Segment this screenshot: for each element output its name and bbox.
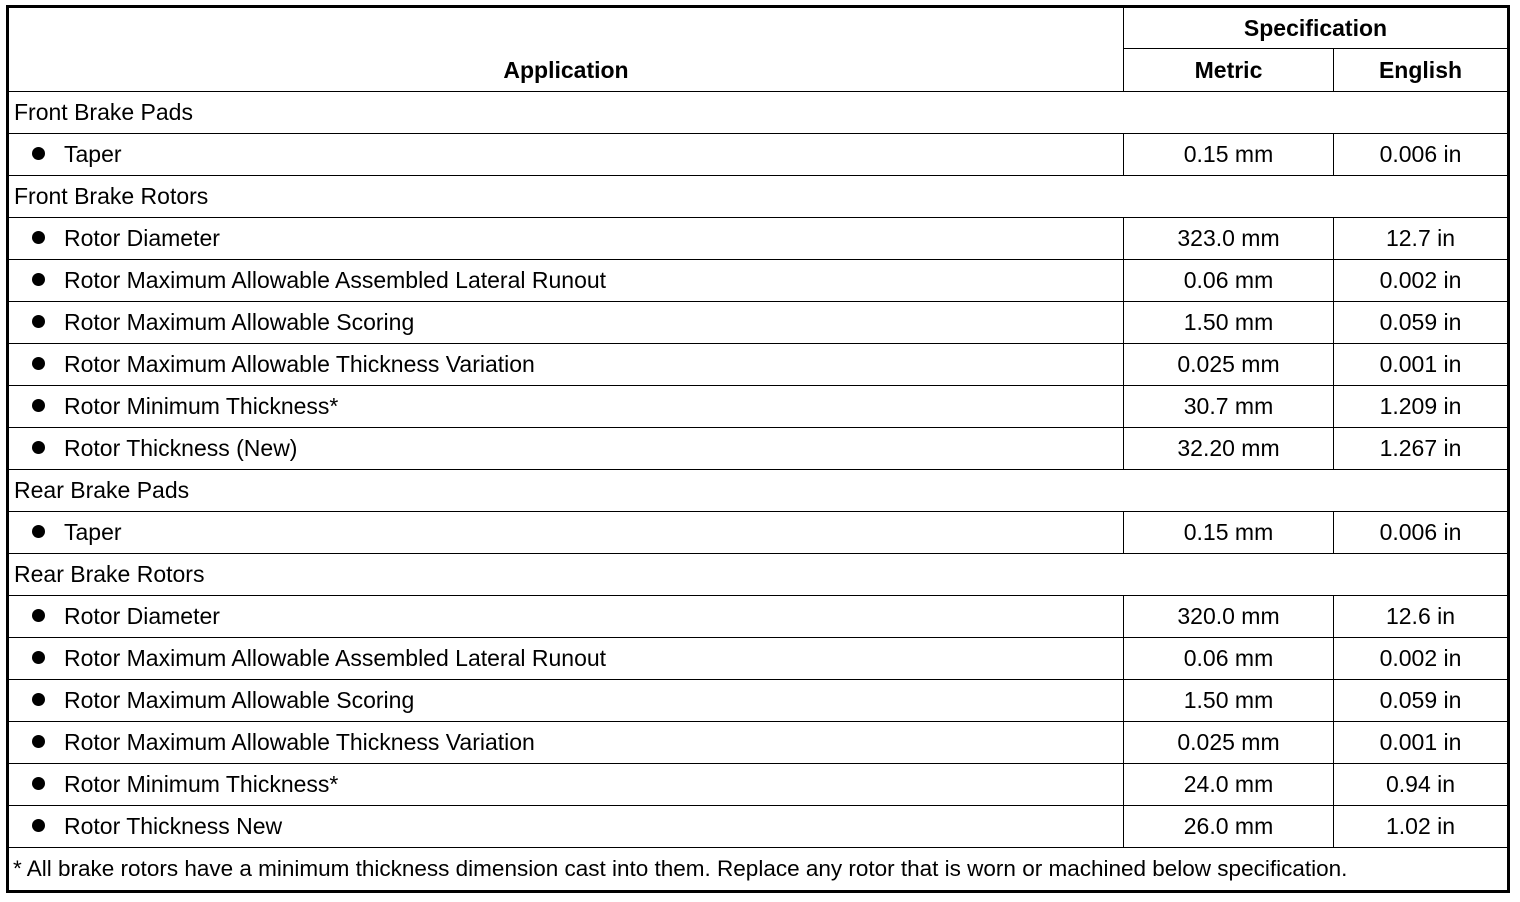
brake-specification-table xyxy=(6,5,1510,893)
item-label: Rotor Maximum Allowable Scoring xyxy=(64,687,415,713)
bullet-icon xyxy=(32,693,45,706)
english-value: 0.001 in xyxy=(1334,344,1509,386)
bullet-icon xyxy=(32,609,45,622)
item-label: Rotor Diameter xyxy=(64,603,220,629)
application-cell xyxy=(8,344,1124,386)
metric-value: 323.0 mm xyxy=(1124,218,1334,260)
table-row xyxy=(8,260,1509,302)
metric-value: 320.0 mm xyxy=(1124,596,1334,638)
english-value: 0.002 in xyxy=(1334,638,1509,680)
metric-value: 0.15 mm xyxy=(1124,512,1334,554)
english-value: 0.059 in xyxy=(1334,680,1509,722)
table-row xyxy=(8,302,1509,344)
application-cell xyxy=(8,680,1124,722)
section-title: Rear Brake Pads xyxy=(8,470,1509,512)
metric-value: 30.7 mm xyxy=(1124,386,1334,428)
metric-value: 1.50 mm xyxy=(1124,680,1334,722)
metric-value: 0.025 mm xyxy=(1124,344,1334,386)
item-label: Rotor Maximum Allowable Thickness Variation xyxy=(64,351,535,377)
metric-value: 32.20 mm xyxy=(1124,428,1334,470)
table-row xyxy=(8,764,1509,806)
metric-value: 1.50 mm xyxy=(1124,302,1334,344)
section-row xyxy=(8,176,1509,218)
item-label: Rotor Minimum Thickness* xyxy=(64,393,339,419)
application-cell xyxy=(8,806,1124,848)
section-title: Rear Brake Rotors xyxy=(8,554,1509,596)
item-label: Rotor Minimum Thickness* xyxy=(64,771,339,797)
table-row xyxy=(8,386,1509,428)
table-row xyxy=(8,218,1509,260)
item-label: Taper xyxy=(64,141,122,167)
bullet-icon xyxy=(32,357,45,370)
metric-value: 0.025 mm xyxy=(1124,722,1334,764)
item-label: Rotor Maximum Allowable Thickness Variation xyxy=(64,729,535,755)
table-body xyxy=(8,92,1509,848)
application-cell xyxy=(8,512,1124,554)
english-value: 12.6 in xyxy=(1334,596,1509,638)
bullet-icon xyxy=(32,819,45,832)
metric-value: 0.15 mm xyxy=(1124,134,1334,176)
english-value: 12.7 in xyxy=(1334,218,1509,260)
table-row xyxy=(8,134,1509,176)
application-cell xyxy=(8,428,1124,470)
application-cell xyxy=(8,764,1124,806)
section-row xyxy=(8,92,1509,134)
application-cell xyxy=(8,302,1124,344)
bullet-icon xyxy=(32,147,45,160)
table-row xyxy=(8,806,1509,848)
table-row xyxy=(8,512,1509,554)
section-row xyxy=(8,554,1509,596)
table-row xyxy=(8,344,1509,386)
footnote: * All brake rotors have a minimum thickness dimension cast into them. Replace any rotor that is worn or machined below specification. xyxy=(8,848,1509,892)
bullet-icon xyxy=(32,273,45,286)
english-value: 0.001 in xyxy=(1334,722,1509,764)
bullet-icon xyxy=(32,777,45,790)
bullet-icon xyxy=(32,441,45,454)
english-value: 0.94 in xyxy=(1334,764,1509,806)
application-cell xyxy=(8,386,1124,428)
section-title: Front Brake Rotors xyxy=(8,176,1509,218)
application-cell xyxy=(8,218,1124,260)
item-label: Rotor Diameter xyxy=(64,225,220,251)
table-row xyxy=(8,428,1509,470)
bullet-icon xyxy=(32,231,45,244)
bullet-icon xyxy=(32,735,45,748)
english-header: English xyxy=(1334,49,1509,92)
english-value: 0.006 in xyxy=(1334,134,1509,176)
item-label: Rotor Maximum Allowable Assembled Lateral Runout xyxy=(64,267,607,293)
item-label: Taper xyxy=(64,519,122,545)
item-label: Rotor Maximum Allowable Assembled Lateral Runout xyxy=(64,645,607,671)
metric-value: 24.0 mm xyxy=(1124,764,1334,806)
table-row xyxy=(8,680,1509,722)
specification-header: Specification xyxy=(1124,7,1509,49)
application-cell xyxy=(8,638,1124,680)
item-label: Rotor Thickness New xyxy=(64,813,283,839)
metric-value: 26.0 mm xyxy=(1124,806,1334,848)
metric-value: 0.06 mm xyxy=(1124,260,1334,302)
english-value: 1.267 in xyxy=(1334,428,1509,470)
bullet-icon xyxy=(32,399,45,412)
english-value: 0.002 in xyxy=(1334,260,1509,302)
english-value: 0.006 in xyxy=(1334,512,1509,554)
application-cell xyxy=(8,134,1124,176)
item-label: Rotor Thickness (New) xyxy=(64,435,298,461)
english-value: 1.02 in xyxy=(1334,806,1509,848)
bullet-icon xyxy=(32,525,45,538)
section-row xyxy=(8,470,1509,512)
application-header: Application xyxy=(8,7,1124,92)
bullet-icon xyxy=(32,651,45,664)
application-cell xyxy=(8,722,1124,764)
table-row xyxy=(8,722,1509,764)
section-title: Front Brake Pads xyxy=(8,92,1509,134)
table-row xyxy=(8,638,1509,680)
application-cell xyxy=(8,596,1124,638)
bullet-icon xyxy=(32,315,45,328)
table-row xyxy=(8,596,1509,638)
english-value: 0.059 in xyxy=(1334,302,1509,344)
metric-value: 0.06 mm xyxy=(1124,638,1334,680)
item-label: Rotor Maximum Allowable Scoring xyxy=(64,309,415,335)
application-cell xyxy=(8,260,1124,302)
english-value: 1.209 in xyxy=(1334,386,1509,428)
metric-header: Metric xyxy=(1124,49,1334,92)
